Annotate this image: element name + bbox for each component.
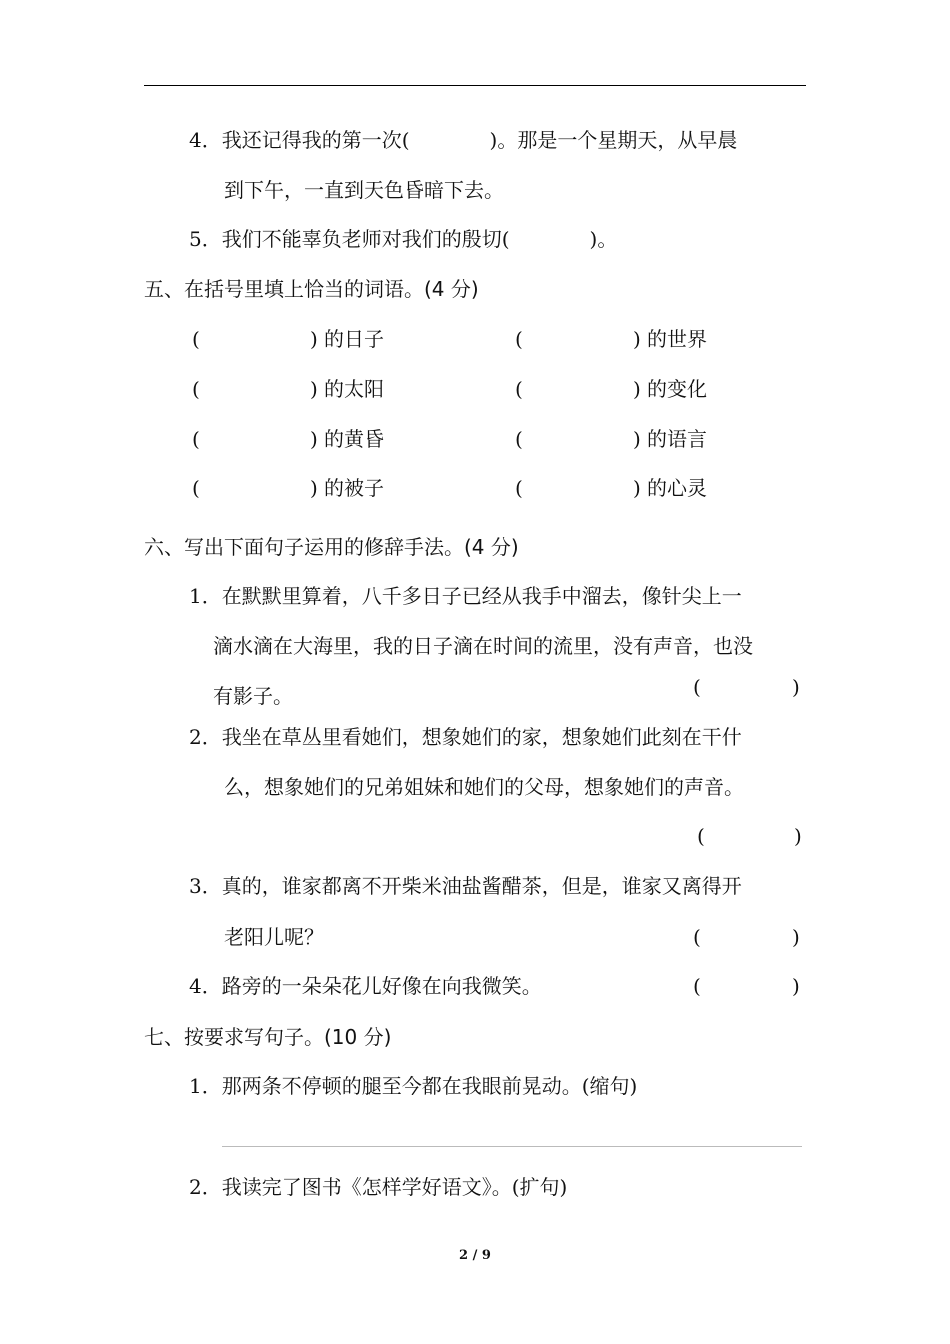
close-paren: )	[633, 377, 641, 401]
answer-close-paren: )	[792, 925, 800, 949]
close-paren: )	[310, 377, 318, 401]
sec7-item1: 1．那两条不停顿的腿至今都在我眼前晃动。(缩句)	[189, 1074, 638, 1098]
open-paren: (	[192, 327, 200, 351]
answer-open-paren: (	[693, 675, 701, 699]
q4-item4-line1: 4．我还记得我的第一次( )。那是一个星期天，从早晨	[189, 128, 738, 152]
answer-close-paren: )	[792, 974, 800, 998]
open-paren: (	[515, 327, 523, 351]
close-paren: )	[310, 327, 318, 351]
open-paren: (	[515, 476, 523, 500]
fill-phrase: 的世界	[647, 327, 707, 351]
close-paren: )	[633, 476, 641, 500]
fill-phrase: 的日子	[324, 327, 384, 351]
section-6-title: 六、写出下面句子运用的修辞手法。(4 分)	[144, 535, 519, 559]
fill-phrase: 的被子	[324, 476, 384, 500]
open-paren: (	[515, 427, 523, 451]
sec6-item4: 4．路旁的一朵朵花儿好像在向我微笑。	[189, 974, 542, 998]
sec6-item1-line1: 1．在默默里算着，八千多日子已经从我手中溜去，像针尖上一	[189, 584, 742, 608]
open-paren: (	[192, 427, 200, 451]
section-5-title: 五、在括号里填上恰当的词语。(4 分)	[144, 277, 479, 301]
answer-close-paren: )	[792, 675, 800, 699]
sec6-item1-line2: 滴水滴在大海里，我的日子滴在时间的流里，没有声音，也没	[213, 634, 753, 658]
q4-item4-line2: 到下午，一直到天色昏暗下去。	[224, 178, 504, 202]
sec6-item2-line2: 么，想象她们的兄弟姐妹和她们的父母，想象她们的声音。	[224, 775, 744, 799]
answer-line[interactable]	[222, 1146, 802, 1147]
close-paren: )	[310, 427, 318, 451]
open-paren: (	[192, 476, 200, 500]
sec6-item3-line1: 3．真的，谁家都离不开柴米油盐酱醋茶，但是，谁家又离得开	[189, 874, 742, 898]
answer-close-paren: )	[794, 824, 802, 848]
section-7-title: 七、按要求写句子。(10 分)	[144, 1025, 392, 1049]
fill-phrase: 的太阳	[324, 377, 384, 401]
close-paren: )	[633, 427, 641, 451]
sec6-item2-line1: 2．我坐在草丛里看她们，想象她们的家，想象她们此刻在干什	[189, 725, 742, 749]
page-number: 2 / 9	[459, 1248, 491, 1263]
answer-open-paren: (	[697, 824, 705, 848]
fill-phrase: 的黄昏	[324, 427, 384, 451]
header-rule	[144, 85, 806, 86]
close-paren: )	[310, 476, 318, 500]
fill-phrase: 的语言	[647, 427, 707, 451]
open-paren: (	[192, 377, 200, 401]
sec7-item2: 2．我读完了图书《怎样学好语文》。(扩句)	[189, 1175, 568, 1199]
open-paren: (	[515, 377, 523, 401]
fill-phrase: 的心灵	[647, 476, 707, 500]
close-paren: )	[633, 327, 641, 351]
fill-phrase: 的变化	[647, 377, 707, 401]
sec6-item3-line2: 老阳儿呢？	[224, 925, 324, 949]
answer-open-paren: (	[693, 925, 701, 949]
q4-item5: 5．我们不能辜负老师对我们的殷切( )。	[189, 227, 618, 251]
sec6-item1-line3: 有影子。	[213, 684, 293, 708]
answer-open-paren: (	[693, 974, 701, 998]
